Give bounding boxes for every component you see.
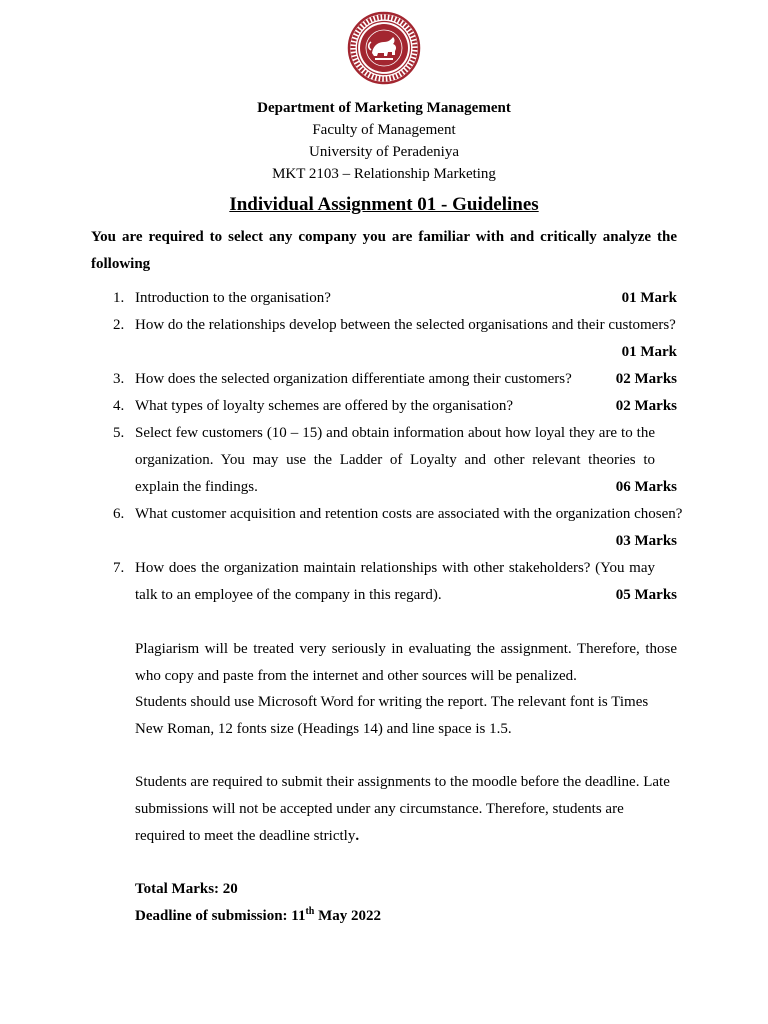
question-text: How do the relationships develop between the selected organisations and their customers? bbox=[135, 317, 676, 333]
question-marks: 06 Marks bbox=[615, 479, 677, 495]
question-item bbox=[91, 501, 683, 555]
question-marks: 01 Mark bbox=[621, 344, 677, 360]
question-text: How does the organization maintain relationships with other stakeholders? (You may talk to an employee of the company in this regard). bbox=[135, 560, 655, 603]
question-marks: 02 Marks bbox=[615, 371, 677, 387]
question-item bbox=[91, 555, 677, 609]
submission-period: . bbox=[355, 828, 360, 844]
question-number: 7. bbox=[113, 560, 125, 576]
question-text: What types of loyalty schemes are offered by the organisation? bbox=[135, 398, 514, 414]
format-requirements: Students should use Microsoft Word for writing the report. The relevant font is Times New Roman, 12 fonts size (Headings 14) and line space is 1.5. bbox=[135, 694, 649, 737]
question-text: Select few customers (10 – 15) and obtain information about how loyal they are to the organization. You may use the Ladder of Loyalty and other relevant theories to explain the findings. bbox=[135, 425, 655, 495]
deadline-prefix: Deadline of submission: 11 bbox=[135, 908, 306, 924]
question-item bbox=[91, 312, 677, 366]
question-number: 3. bbox=[113, 371, 125, 387]
question-number: 1. bbox=[113, 290, 125, 306]
university-name: University of Peradeniya bbox=[309, 144, 459, 160]
question-number: 2. bbox=[113, 317, 125, 333]
submission-deadline bbox=[135, 903, 381, 930]
total-marks: Total Marks: 20 bbox=[135, 881, 238, 897]
question-number: 4. bbox=[113, 398, 125, 414]
question-marks: 01 Mark bbox=[621, 290, 677, 306]
submission-notice bbox=[135, 769, 677, 850]
faculty-name: Faculty of Management bbox=[312, 122, 456, 138]
question-marks: 05 Marks bbox=[615, 587, 677, 603]
question-item bbox=[91, 420, 677, 501]
deadline-suffix: May 2022 bbox=[314, 908, 382, 924]
question-marks: 03 Marks bbox=[615, 533, 677, 549]
university-seal-logo bbox=[347, 11, 421, 85]
question-item bbox=[91, 393, 677, 420]
question-number: 6. bbox=[113, 506, 125, 522]
question-number: 5. bbox=[113, 425, 125, 441]
question-text: Introduction to the organisation? bbox=[135, 290, 331, 306]
instructions-intro: You are required to select any company you are familiar with and critically analyze the following bbox=[91, 229, 677, 272]
plagiarism-notice: Plagiarism will be treated very seriously in evaluating the assignment. Therefore, those who copy and paste from the internet and other sources will be penalized. bbox=[135, 641, 677, 684]
question-marks: 02 Marks bbox=[615, 398, 677, 414]
document-title: Individual Assignment 01 - Guidelines bbox=[229, 194, 539, 215]
question-item bbox=[91, 285, 677, 312]
question-item bbox=[91, 366, 677, 393]
question-text: What customer acquisition and retention costs are associated with the organization chosen? bbox=[135, 506, 683, 522]
deadline-ordinal: th bbox=[305, 906, 315, 917]
course-code: MKT 2103 – Relationship Marketing bbox=[272, 166, 496, 182]
question-text: How does the selected organization differentiate among their customers? bbox=[135, 371, 572, 387]
submission-text: Students are required to submit their assignments to the moodle before the deadline. Late submissions will not be accepted under any circumstance. Therefore, students are required to meet the deadline strictly bbox=[135, 774, 670, 844]
department-name: Department of Marketing Management bbox=[257, 100, 511, 116]
